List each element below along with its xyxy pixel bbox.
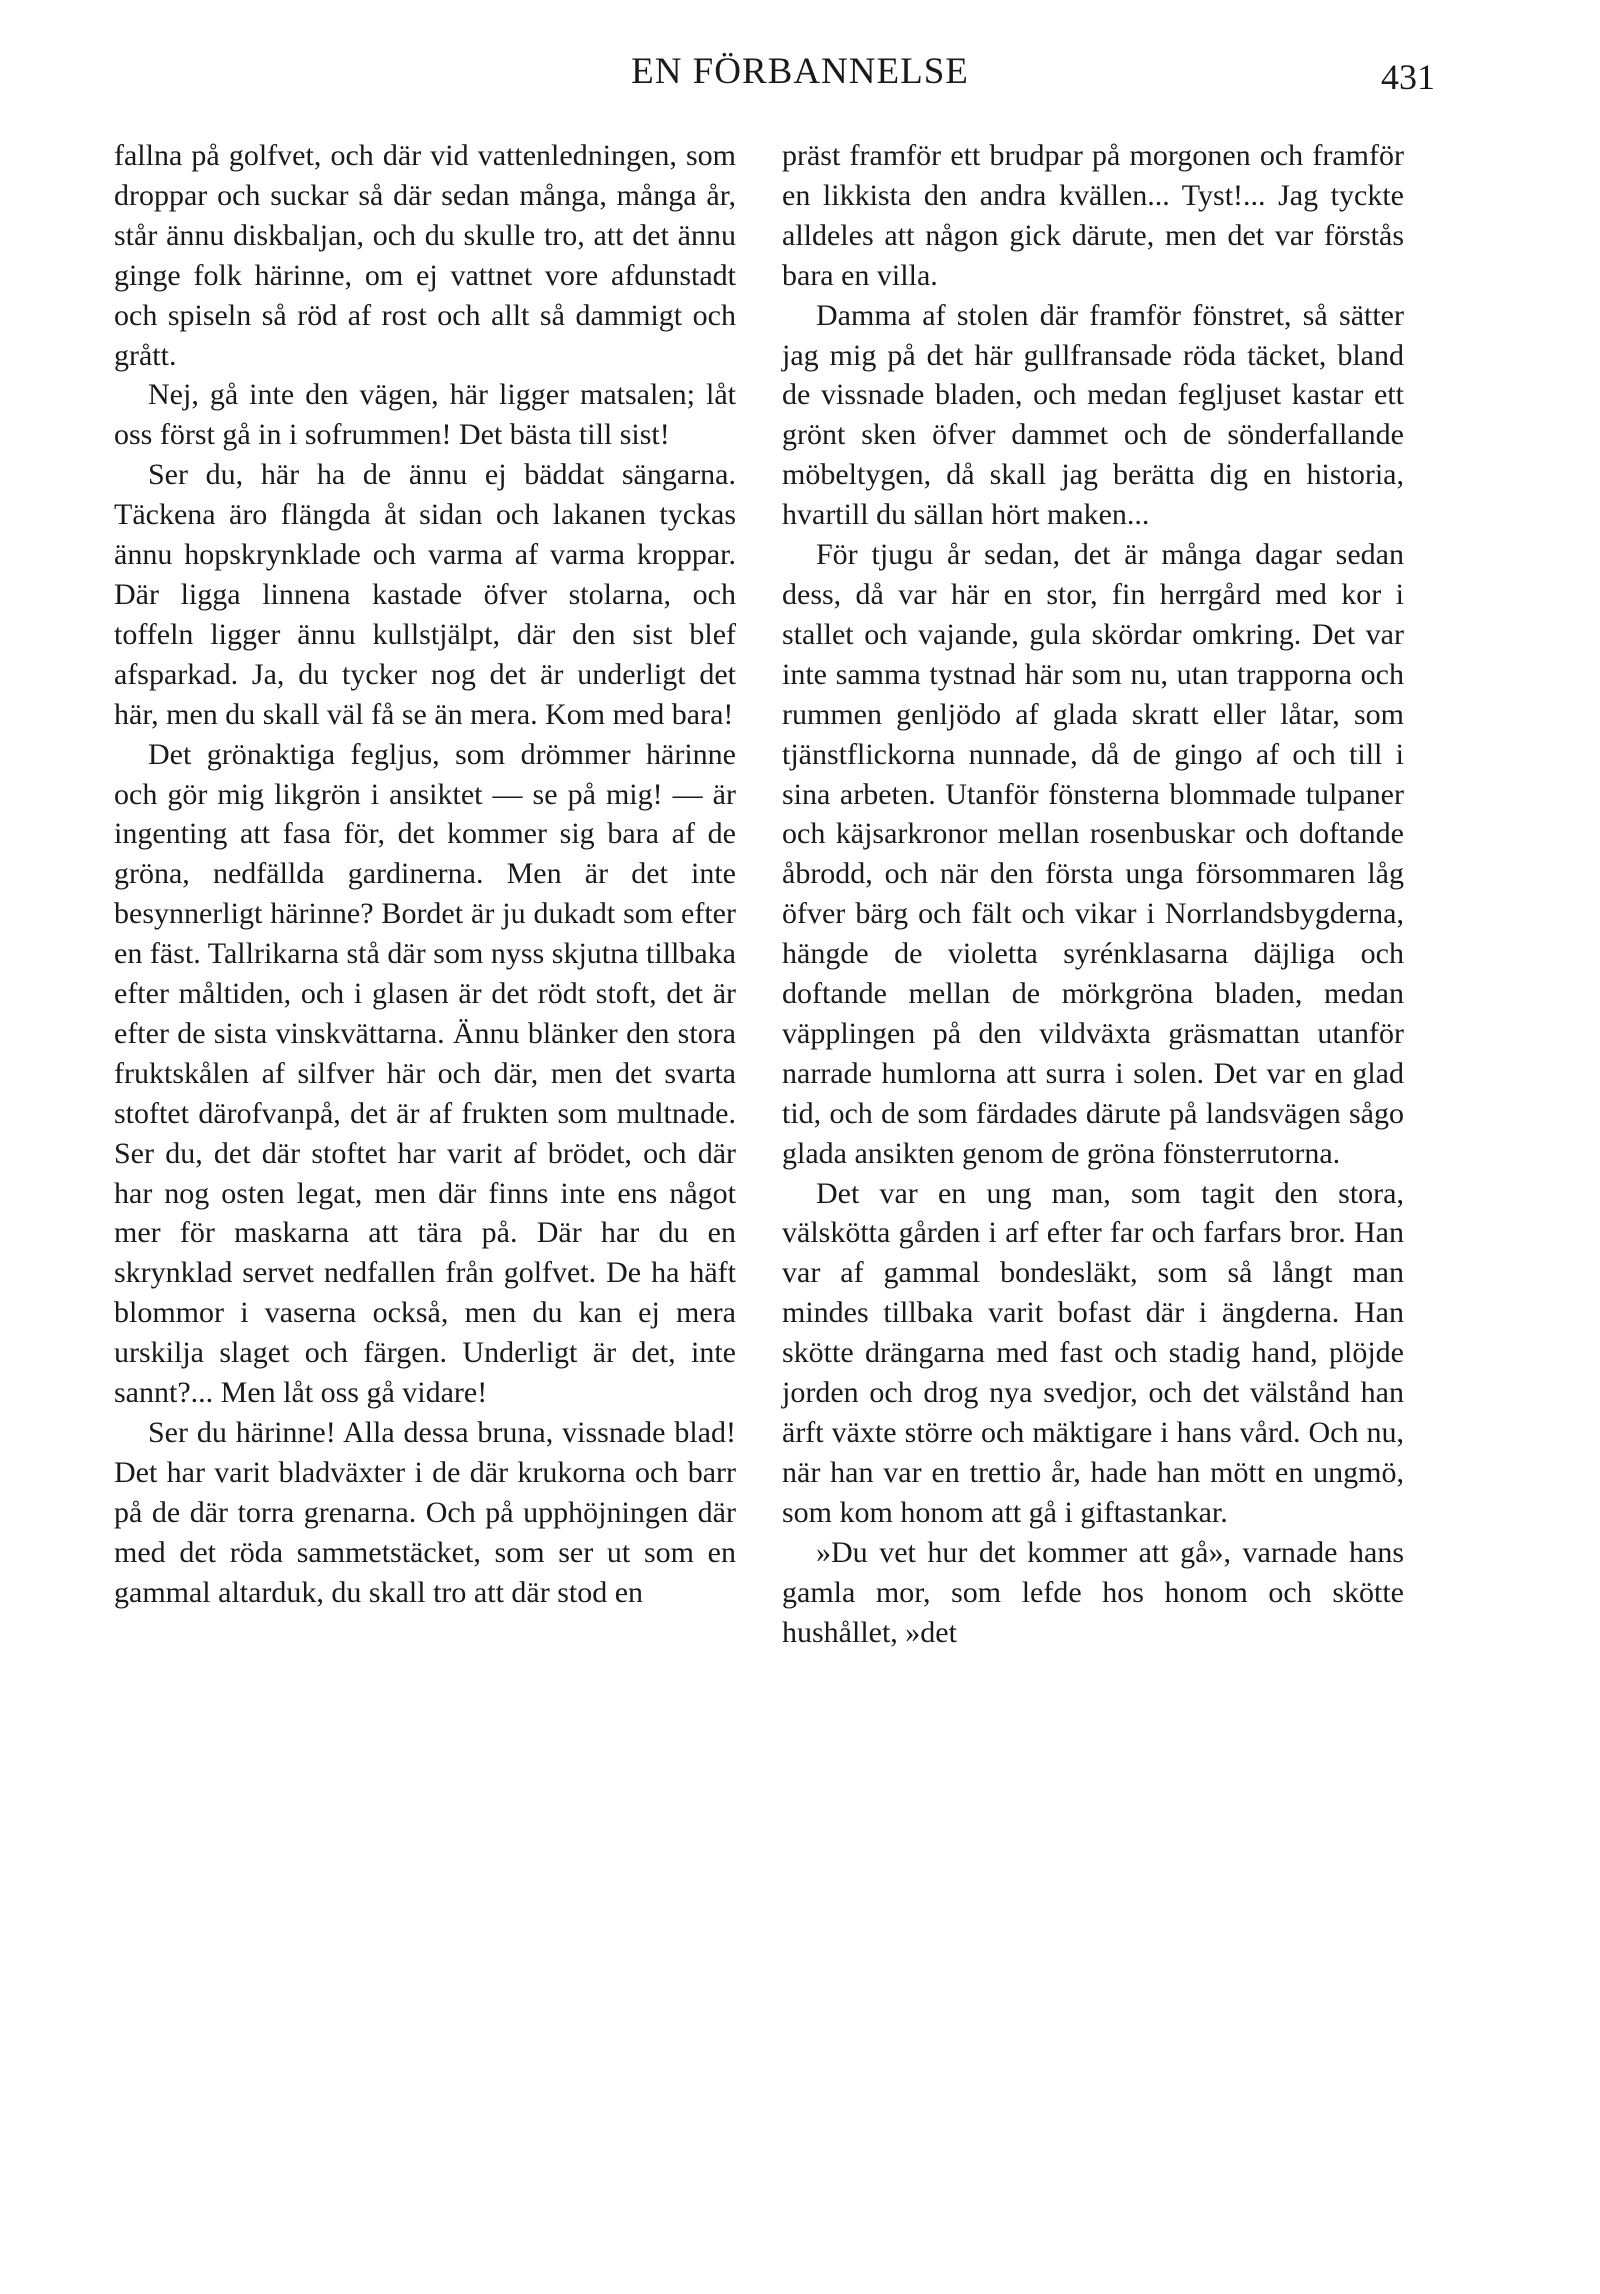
left-column (114, 136, 736, 1613)
paragraph: »Du vet hur det kommer att gå», varnade hans gamla mor, som lefde hos honom och skötte hushållet, »det (782, 1535, 1404, 1649)
paragraph: präst framför ett brudpar på morgonen och framför en likkista den andra kvällen... Tyst!... Jag tyckte alldeles att någon gick därute, men det var förstås bara en villa. (782, 139, 1404, 292)
running-title: EN FÖRBANNELSE (631, 51, 969, 92)
page-number: 431 (1381, 57, 1435, 97)
paragraph: Nej, gå inte den vägen, här ligger matsalen; låt oss först gå in i sofrummen! Det bästa till sist! (114, 378, 736, 452)
paragraph: Det grönaktiga fegljus, som drömmer härinne och gör mig likgrön i ansiktet — se på mig! — är ingenting att fasa för, det kommer sig bara af de gröna, nedfällda gardinerna. Men är det inte besynnerligt härinne? Bordet är ju dukadt som efter en fäst. Tallrikarna stå där som nyss skjutna tillbaka efter måltiden, och i glasen är det rödt stoft, det är efter de sista vinskvättarna. Ännu blänker den stora fruktskålen af silfver här och där, men det svarta stoftet därofvanpå, det är af frukten som multnade. Ser du, det där stoftet har varit af brödet, och där har nog osten legat, men där finns inte ens något mer för maskarna att tära på. Där har du en skrynklad servet nedfallen från golfvet. De ha häft blommor i vaserna också, men du kan ej mera urskilja slaget och färgen. Underligt är det, inte sannt?... Men låt oss gå vidare! (114, 737, 736, 1410)
paragraph: Det var en ung man, som tagit den stora, välskötta gården i arf efter far och farfars bror. Han var af gammal bondesläkt, som så långt man mindes tillbaka varit bofast där i ängderna. Han skötte drängarna med fast och stadig hand, plöjde jorden och drog nya svedjor, och det välstånd han ärft växte större och mäktigare i hans vård. Och nu, när han var en trettio år, hade han mött en ungmö, som kom honom att gå i giftastankar. (782, 1176, 1404, 1529)
right-column (782, 136, 1404, 1652)
paragraph: För tjugu år sedan, det är många dagar sedan dess, då var här en stor, fin herrgård med kor i stallet och vajande, gula skördar omkring. Det var inte samma tystnad här som nu, utan trapporna och rummen genljödo af glada skratt eller låtar, som tjänstflickorna nunnade, då de gingo af och till i sina arbeten. Utanför fönsterna blommade tulpaner och käjsarkronor mellan rosenbuskar och doftande åbrodd, och när den första unga försommaren låg öfver bärg och fält och vikar i Norrlandsbygderna, hängde de violetta syrénklasarna däjliga och doftande mellan de mörkgröna bladen, medan väpplingen på den vildväxta gräsmattan utanför narrade humlorna att surra i solen. Det var en glad tid, och de som färdades därute på landsvägen sågo glada ansikten genom de gröna fönsterrutorna. (782, 538, 1404, 1170)
running-head (0, 50, 1600, 100)
paragraph: fallna på golfvet, och där vid vattenledningen, som droppar och suckar så där sedan många, många år, står ännu diskbaljan, och du skulle tro, att det ännu ginge folk härinne, om ej vattnet vore afdunstadt och spiseln så röd af rost och allt så dammigt och grått. (114, 139, 736, 372)
paragraph: Ser du, här ha de ännu ej bäddat sängarna. Täckena äro flängda åt sidan och lakanen tyckas ännu hopskrynklade och varma af varma kroppar. Där ligga linnena kastade öfver stolarna, och toffeln ligger ännu kullstjälpt, där den sist blef afsparkad. Ja, du tycker nog det är underligt det här, men du skall väl få se än mera. Kom med bara! (114, 458, 736, 731)
paragraph: Damma af stolen där framför fönstret, så sätter jag mig på det här gullfransade röda täcket, bland de vissnade bladen, och medan fegljuset kastar ett grönt sken öfver dammet och de sönderfallande möbeltygen, då skall jag berätta dig en historia, hvartill du sällan hört maken... (782, 298, 1404, 532)
paragraph: Ser du härinne! Alla dessa bruna, vissnade blad! Det har varit bladväxter i de där krukorna och barr på de där torra grenarna. Och på upphöjningen där med det röda sammetstäcket, som ser ut som en gammal altarduk, du skall tro att där stod en (114, 1416, 736, 1609)
